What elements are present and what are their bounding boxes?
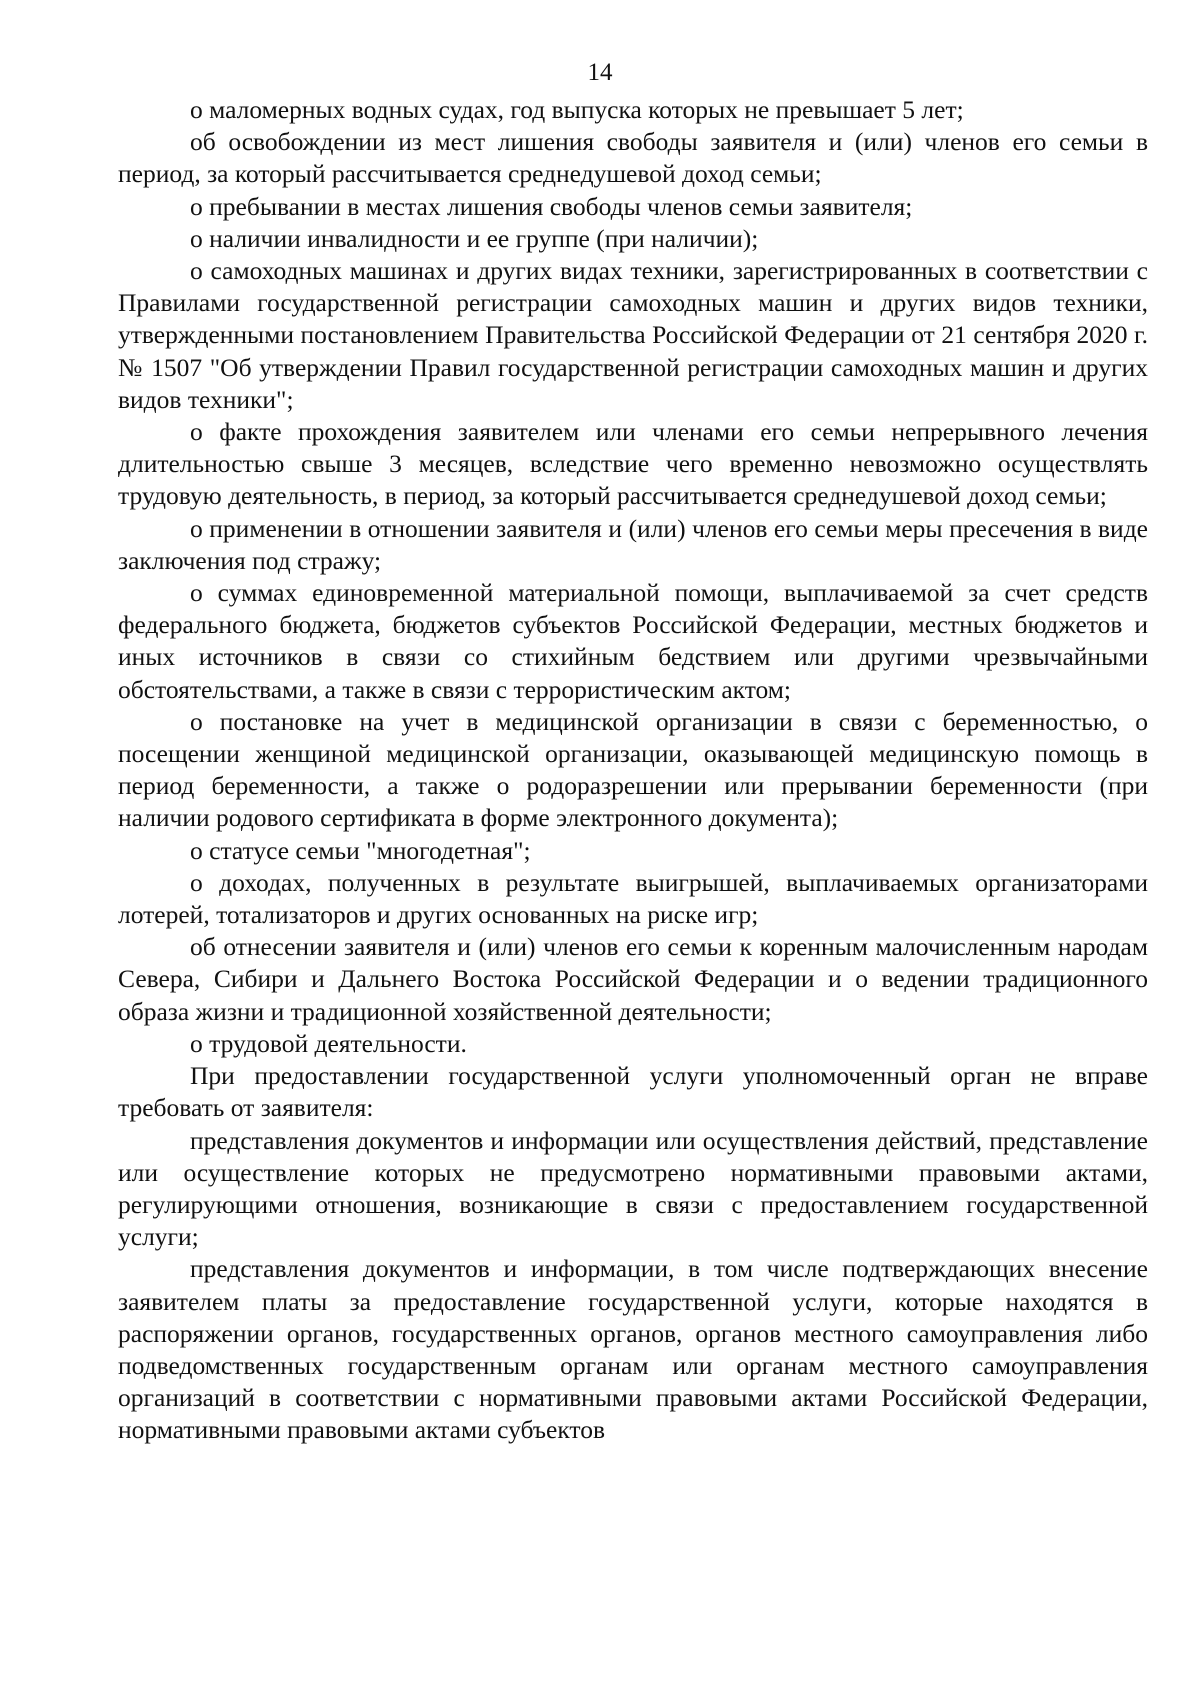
paragraph-2: об освобождении из мест лишения свободы заявителя и (или) членов его семьи в период, за который рассчитывается среднедушевой доход семьи; bbox=[118, 127, 1148, 189]
paragraph-1: о маломерных водных судах, год выпуска которых не превышает 5 лет; bbox=[190, 95, 964, 124]
paragraph-11: о доходах, полученных в результате выигрышей, выплачиваемых организаторами лотерей, тотализаторов и других основанных на риске игр; bbox=[118, 867, 1148, 930]
paragraph-8: о суммах единовременной материальной помощи, выплачиваемой за счет средств федерального бюджета, бюджетов субъектов Российской Федерации, местных бюджетов и иных источников в связи со стихийным бедствием или другими чрезвычайными обстоятельствами, а также в связи с террористическим актом; bbox=[118, 578, 1148, 704]
paragraph-7: о применении в отношении заявителя и (или) членов его семьи меры пресечения в виде заключения под стражу; bbox=[118, 513, 1148, 575]
paragraph-4: о наличии инвалидности и ее группе (при наличии); bbox=[190, 223, 759, 253]
paragraph-14: При предоставлении государственной услуги уполномоченный орган не вправе требовать от заявителя: bbox=[118, 1061, 1148, 1123]
paragraph-12: об отнесении заявителя и (или) членов его семьи к коренным малочисленным народам Севера, Сибири и Дальнего Востока Российской Федерации и о ведении традиционного образа жизни и традиционной хозяйственной деятельности; bbox=[118, 932, 1148, 1026]
paragraph-16: представления документов и информации, в том числе подтверждающих внесение заявителем платы за предоставление государственной услуги, которые находятся в распоряжении органов, государственных органов, органов местного самоуправления либо подведомственных государственным органам или органам местного самоуправления организаций в соответствии с нормативными правовыми актами Российской Федерации, нормативными правовыми актами субъектов bbox=[118, 1254, 1148, 1445]
document-body bbox=[118, 94, 1148, 1447]
paragraph-13: о трудовой деятельности. bbox=[190, 1028, 467, 1058]
paragraph-6: о факте прохождения заявителем или членами его семьи непрерывного лечения длительностью свыше 3 месяцев, вследствие чего временно невозможно осуществлять трудовую деятельность, в период, за который рассчитывается среднедушевой доход семьи; bbox=[118, 417, 1148, 511]
paragraph-5: о самоходных машинах и других видах техники, зарегистрированных в соответствии с Правилами государственной регистрации самоходных машин и других видов техники, утвержденными постановлением Правительства Российской Федерации от 21 сентября 2020 г. № 1507 "Об утверждении Правил государственной регистрации самоходных машин и других видов техники"; bbox=[118, 256, 1148, 414]
paragraph-9: о постановке на учет в медицинской организации в связи с беременностью, о посещении женщиной медицинской организации, оказывающей медицинскую помощь в период беременности, а также о родоразрешении или прерывании беременности (при наличии родового сертификата в форме электронного документа); bbox=[118, 706, 1148, 833]
page-number: 14 bbox=[587, 59, 613, 86]
paragraph-15: представления документов и информации или осуществления действий, представление или осуществление которых не предусмотрено нормативными правовыми актами, регулирующими отношения, возникающие в связи с предоставлением государственной услуги; bbox=[118, 1125, 1148, 1252]
paragraph-3: о пребывании в местах лишения свободы членов семьи заявителя; bbox=[190, 191, 913, 221]
paragraph-10: о статусе семьи "многодетная"; bbox=[190, 835, 531, 865]
